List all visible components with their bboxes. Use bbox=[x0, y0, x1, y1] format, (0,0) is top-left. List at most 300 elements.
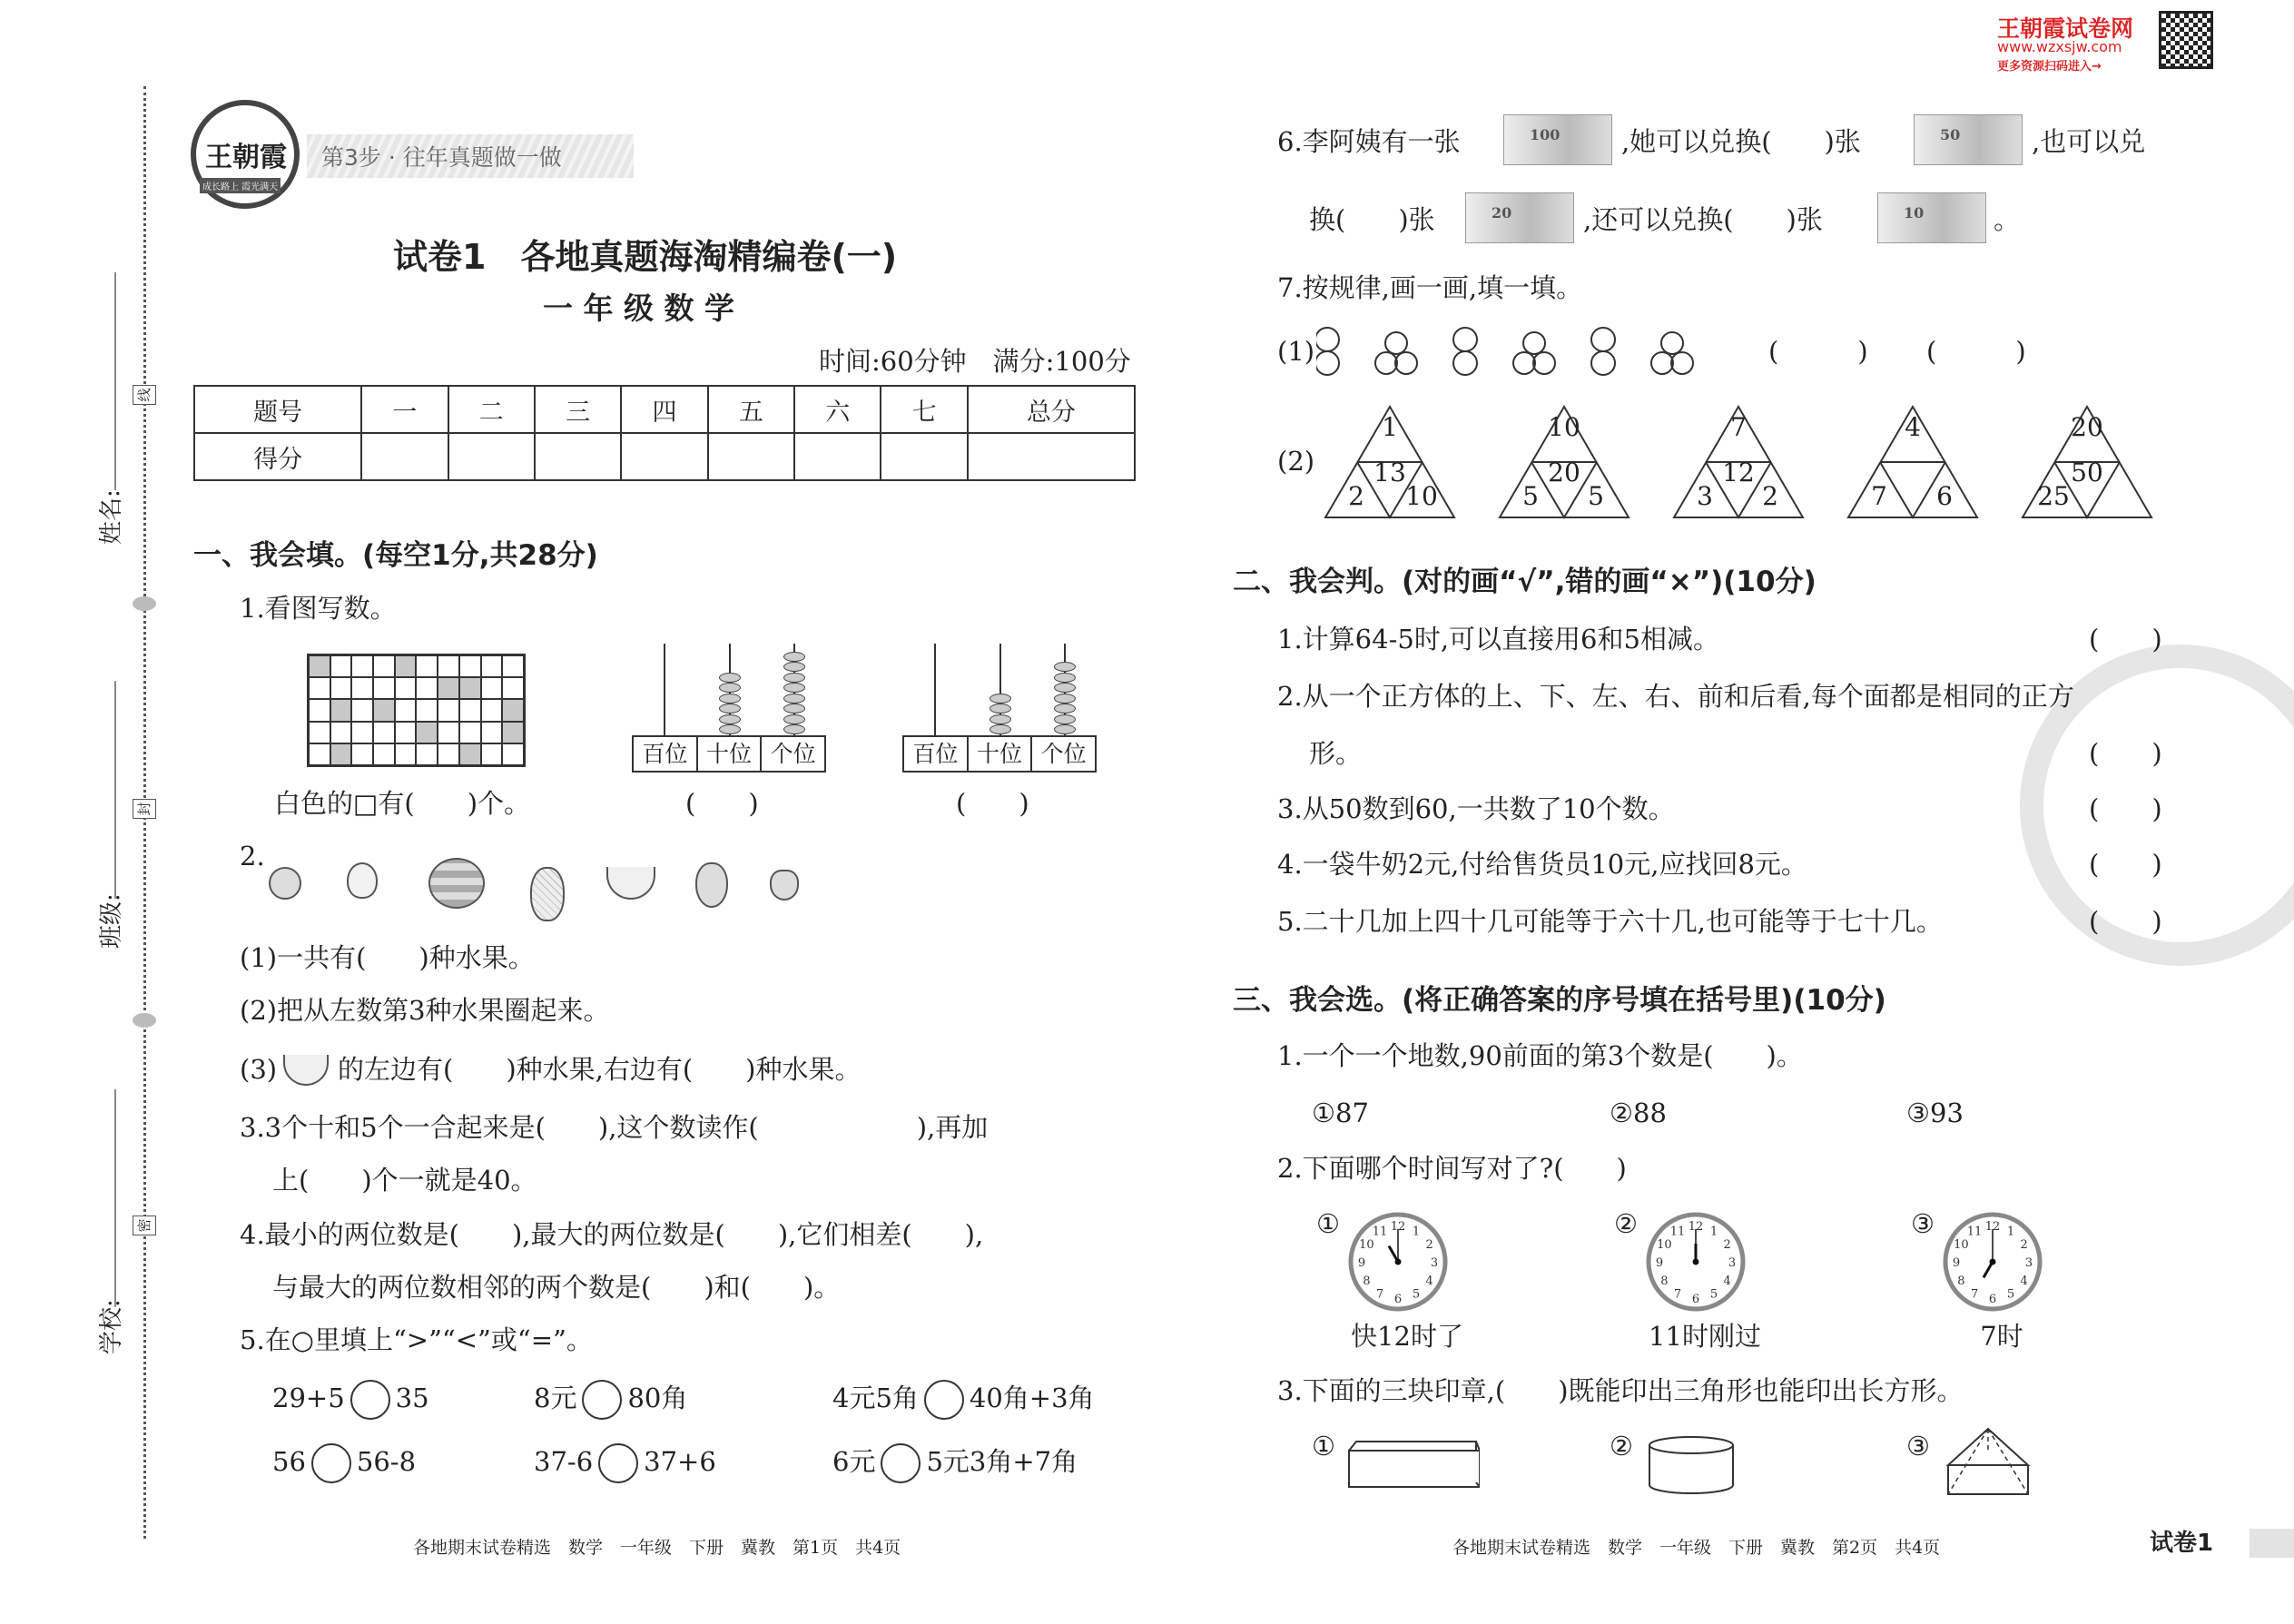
score-header-cell: 四 bbox=[621, 386, 707, 433]
triangle-number: 10 bbox=[1405, 481, 1438, 511]
q2-sub3-prefix: (3) bbox=[240, 1054, 278, 1085]
score-cell[interactable] bbox=[794, 433, 881, 480]
q1-text: 1.看图写数。 bbox=[240, 593, 397, 624]
section1-heading: 一、我会填。(每空1分,共28分) bbox=[193, 539, 598, 572]
q7-text: 7.按规律,画一画,填一填。 bbox=[1277, 272, 1583, 303]
place-label: 十位 bbox=[969, 737, 1033, 771]
footer-left: 各地期末试卷精选 数学 一年级 下册 冀教 第1页 共4页 bbox=[413, 1538, 901, 1558]
score-cell[interactable] bbox=[968, 433, 1135, 480]
peach-icon bbox=[347, 862, 378, 899]
score-header-cell: 总分 bbox=[968, 386, 1135, 433]
grid-cell bbox=[459, 699, 481, 721]
compare-right: 37+6 bbox=[644, 1446, 716, 1477]
stamp-marker-1: ① bbox=[1312, 1431, 1335, 1462]
number-triangle bbox=[1846, 405, 1979, 519]
qr-code[interactable] bbox=[2159, 11, 2213, 69]
paper-tab: 试卷1 bbox=[2113, 1529, 2294, 1558]
pattern-circle bbox=[1591, 351, 1615, 375]
grid-cell bbox=[351, 699, 373, 721]
clock-icon bbox=[1943, 1207, 2044, 1316]
class-line bbox=[114, 681, 116, 899]
grid-cell bbox=[395, 699, 417, 721]
page-title: 试卷1 各地真题海淘精编卷(一) bbox=[393, 237, 898, 277]
site-logo: 王朝霞试卷网 bbox=[1997, 15, 2134, 42]
clock-numeral: 10 bbox=[1657, 1238, 1672, 1252]
grid-cell bbox=[438, 655, 459, 677]
compare-left: 29+5 bbox=[272, 1383, 345, 1413]
clock-numeral: 1 bbox=[1709, 1225, 1718, 1239]
place-label: 百位 bbox=[904, 737, 969, 771]
abacus-bead bbox=[783, 704, 805, 714]
grid-cell bbox=[416, 655, 438, 677]
grid-cell-shaded bbox=[373, 699, 395, 721]
score-cell[interactable] bbox=[881, 433, 967, 480]
compare-circle[interactable] bbox=[350, 1380, 390, 1420]
grid-cell bbox=[459, 655, 481, 677]
score-row bbox=[194, 433, 1135, 480]
name-label: 姓名: bbox=[98, 489, 125, 545]
q4-line1: 4.最小的两位数是( ),最大的两位数是( ),它们相差( ), bbox=[240, 1219, 984, 1250]
grid-cell bbox=[502, 655, 524, 677]
compare-left: 4元5角 bbox=[832, 1383, 919, 1413]
compare-item bbox=[534, 1380, 687, 1420]
compare-circle[interactable] bbox=[598, 1443, 638, 1483]
abacus-2 bbox=[902, 644, 1097, 773]
clock-numeral: 2 bbox=[1425, 1238, 1433, 1252]
judge-answer-blank[interactable]: ( ) bbox=[2089, 738, 2162, 769]
clock-numeral: 5 bbox=[2006, 1287, 2015, 1302]
strawberry-icon bbox=[770, 870, 799, 901]
grid-cell bbox=[395, 743, 417, 765]
compare-right: 5元3角+7角 bbox=[926, 1446, 1078, 1477]
seal-char: 线 bbox=[133, 385, 156, 405]
grid-cell bbox=[481, 722, 503, 743]
compare-right: 40角+3角 bbox=[969, 1383, 1095, 1413]
pattern-circle bbox=[1591, 328, 1615, 351]
abacus-bead bbox=[719, 724, 741, 734]
clock-numeral: 4 bbox=[1425, 1275, 1433, 1288]
triangle-number: 20 bbox=[2071, 412, 2103, 442]
clock-numeral: 12 bbox=[1688, 1220, 1704, 1234]
clock-numeral: 8 bbox=[1957, 1275, 1965, 1288]
school-label: 学校: bbox=[98, 1299, 125, 1354]
s3-q2-text: 2.下面哪个时间写对了?( ) bbox=[1277, 1153, 1627, 1184]
triangle-number: 5 bbox=[1522, 481, 1539, 511]
triangle-number: 7 bbox=[1871, 481, 1887, 511]
clock-numeral: 7 bbox=[1970, 1287, 1979, 1302]
clock-numeral: 11 bbox=[1669, 1225, 1686, 1239]
clock-numeral: 7 bbox=[1375, 1287, 1384, 1302]
judge-answer-blank[interactable]: ( ) bbox=[2089, 906, 2162, 937]
pattern-circle bbox=[1316, 328, 1339, 351]
abacus-rod bbox=[664, 644, 665, 735]
grid-cell-shaded bbox=[330, 699, 352, 721]
pattern-circle bbox=[1395, 352, 1417, 374]
clock-numeral: 11 bbox=[1372, 1225, 1388, 1239]
s3-q3-text: 3.下面的三块印章,( )既能印出三角形也能印出长方形。 bbox=[1277, 1375, 1964, 1406]
banana-icon bbox=[606, 867, 655, 900]
clock-numeral: 6 bbox=[1393, 1293, 1403, 1306]
grid-cell bbox=[351, 743, 373, 765]
grid-cell-shaded bbox=[502, 699, 524, 721]
triangle-number: 6 bbox=[1936, 481, 1953, 511]
pattern-circle bbox=[1533, 352, 1555, 374]
clock-icon bbox=[1646, 1207, 1748, 1316]
compare-circle[interactable] bbox=[924, 1380, 964, 1420]
clock-label: 7时 bbox=[1980, 1321, 2023, 1352]
q5-text: 5.在○里填上“>”“<”或“=”。 bbox=[240, 1324, 593, 1355]
q1-abacus2-answer[interactable]: ( ) bbox=[956, 788, 1029, 819]
number-triangle bbox=[1672, 405, 1805, 519]
compare-item bbox=[272, 1380, 429, 1420]
compare-circle[interactable] bbox=[881, 1443, 921, 1483]
abacus-bead bbox=[1054, 673, 1076, 683]
q3-line1: 3.3个十和5个一合起来是( ),这个数读作( ),再加 bbox=[240, 1112, 989, 1143]
place-value-labels bbox=[902, 735, 1097, 773]
abacus-bead bbox=[783, 673, 805, 683]
abacus-bead bbox=[719, 694, 741, 704]
clock-numeral: 3 bbox=[1728, 1256, 1737, 1270]
seal-char: 密 bbox=[133, 1216, 156, 1235]
grid-cell-shaded bbox=[416, 722, 438, 743]
triangle-number[interactable]: 12 bbox=[1722, 458, 1755, 487]
grid-cell bbox=[481, 699, 503, 721]
grid-cell bbox=[438, 699, 459, 721]
score-cell[interactable] bbox=[361, 433, 448, 480]
score-header-row bbox=[194, 386, 1135, 433]
abacus-bead bbox=[719, 704, 741, 714]
grid-cell bbox=[373, 722, 395, 743]
brand-logo bbox=[191, 100, 300, 209]
compare-item bbox=[832, 1443, 1078, 1483]
clock-numeral: 2 bbox=[2020, 1238, 2028, 1252]
clock-numeral: 12 bbox=[1984, 1220, 2001, 1234]
clock-numeral: 9 bbox=[1357, 1256, 1366, 1270]
number-triangle bbox=[1498, 405, 1630, 519]
option-1[interactable]: ①87 bbox=[1312, 1097, 1369, 1128]
judge-item: 3.从50数到60,一共数了10个数。 bbox=[1277, 793, 1675, 824]
q6-part5: ,还可以兑换( )张 bbox=[1583, 204, 1823, 235]
apple-icon bbox=[269, 867, 301, 900]
class-label: 班级: bbox=[98, 893, 125, 949]
compare-left: 37-6 bbox=[534, 1446, 594, 1477]
watermelon-icon bbox=[428, 858, 485, 909]
clock-numeral: 8 bbox=[1363, 1275, 1371, 1288]
q7-sub2: (2) bbox=[1277, 446, 1315, 477]
site-url[interactable]: www.wzxsjw.com bbox=[1997, 38, 2122, 55]
score-header-cell: 二 bbox=[448, 386, 535, 433]
score-table bbox=[193, 385, 1136, 481]
score-cell[interactable] bbox=[535, 433, 621, 480]
pattern-circle bbox=[1651, 352, 1673, 374]
score-header-cell: 五 bbox=[708, 386, 794, 433]
school-line bbox=[114, 1089, 116, 1307]
score-row-label: 得分 bbox=[194, 433, 361, 480]
grid-cell bbox=[373, 655, 395, 677]
q7-blank-2[interactable]: ( ) bbox=[1926, 336, 2026, 367]
grid-cell bbox=[330, 677, 352, 699]
judge-item: 2.从一个正方体的上、下、左、右、前和后看,每个面都是相同的正方 bbox=[1277, 681, 2074, 712]
triangle-number[interactable]: 13 bbox=[1373, 458, 1406, 487]
grid-cell-shaded bbox=[395, 655, 417, 677]
pattern-circle bbox=[1385, 332, 1407, 354]
site-tip: 更多资源扫码进入→ bbox=[1997, 60, 2102, 74]
q2-sub3-text: 的左边有( )种水果,右边有( )种水果。 bbox=[338, 1054, 861, 1085]
q7-blank-1[interactable]: ( ) bbox=[1768, 336, 1868, 367]
pattern-circle bbox=[1661, 332, 1683, 354]
triangle-number: 7 bbox=[1730, 412, 1747, 442]
number-triangle bbox=[2021, 405, 2153, 519]
score-header-cell: 七 bbox=[881, 386, 967, 433]
grid-cell bbox=[395, 722, 417, 743]
square-grid bbox=[307, 654, 526, 767]
q7-sub1: (1) bbox=[1277, 336, 1315, 367]
clock-option[interactable] bbox=[1614, 1207, 1796, 1362]
grid-cell bbox=[416, 699, 438, 721]
grid-cell bbox=[330, 722, 352, 743]
grid-cell bbox=[395, 677, 417, 699]
grid-cell-shaded bbox=[459, 743, 481, 765]
compare-left: 56 bbox=[272, 1446, 306, 1477]
compare-item bbox=[534, 1443, 716, 1483]
banana-icon bbox=[283, 1055, 329, 1086]
name-line bbox=[114, 272, 116, 490]
abacus-bead bbox=[989, 714, 1011, 724]
abacus-bead bbox=[989, 694, 1011, 704]
abacus-bead bbox=[719, 714, 741, 724]
cuboid-stamp-icon bbox=[1344, 1432, 1480, 1496]
grid-cell bbox=[351, 655, 373, 677]
subtitle: 一 年 级 数 学 bbox=[543, 290, 734, 326]
abacus-bead bbox=[783, 652, 805, 662]
compare-right: 56-8 bbox=[356, 1446, 417, 1477]
q6-part4: 换( )张 bbox=[1309, 204, 1435, 235]
stamp-marker-3: ③ bbox=[1906, 1431, 1930, 1462]
banknote-10: 10 bbox=[1877, 192, 1986, 243]
s3-q1-text: 1.一个一个地数,90前面的第3个数是( )。 bbox=[1277, 1040, 1803, 1071]
triangle-number: 3 bbox=[1697, 481, 1713, 511]
swirl-icon bbox=[133, 1013, 156, 1028]
abacus-bead bbox=[1054, 662, 1076, 672]
grid-cell-shaded bbox=[309, 655, 330, 677]
pattern-circle bbox=[1453, 328, 1477, 351]
clock-numeral: 10 bbox=[1954, 1238, 1969, 1252]
grid-cell bbox=[373, 743, 395, 765]
grid-cell bbox=[351, 677, 373, 699]
swirl-icon bbox=[133, 596, 156, 611]
place-label: 个位 bbox=[770, 741, 816, 767]
grid-cell bbox=[502, 677, 524, 699]
compare-item bbox=[272, 1443, 416, 1483]
grid-cell-shaded bbox=[438, 677, 459, 699]
judge-answer-blank[interactable]: ( ) bbox=[2089, 793, 2162, 824]
abacus-bead bbox=[783, 662, 805, 672]
logo-text: 王朝霞 bbox=[205, 142, 287, 173]
grid-cell bbox=[373, 677, 395, 699]
pattern-circle bbox=[1453, 351, 1477, 375]
clock-icon bbox=[1348, 1207, 1450, 1316]
cylinder-stamp-icon bbox=[1641, 1434, 1741, 1498]
q6-part2: ,她可以兑换( )张 bbox=[1621, 126, 1861, 157]
score-header-cell: 六 bbox=[794, 386, 881, 433]
abacus-bead bbox=[1054, 714, 1076, 724]
grid-cell bbox=[309, 743, 330, 765]
clock-numeral: 1 bbox=[1412, 1225, 1421, 1239]
grid-cell-shaded bbox=[330, 743, 352, 765]
score-header-cell: 三 bbox=[535, 386, 621, 433]
abacus-bead bbox=[1054, 724, 1076, 734]
clock-numeral: 7 bbox=[1673, 1287, 1682, 1302]
logo-slogan: 成长路上 霞光满天 bbox=[200, 178, 281, 193]
grid-cell bbox=[309, 677, 330, 699]
clock-numeral: 8 bbox=[1660, 1275, 1669, 1288]
grid-cell bbox=[438, 722, 459, 743]
number-triangle bbox=[1324, 405, 1456, 519]
abacus-bead bbox=[1054, 704, 1076, 714]
exam-meta: 时间:60分钟 满分:100分 bbox=[819, 346, 1131, 377]
option-2[interactable]: ②88 bbox=[1610, 1097, 1667, 1128]
grid-cell bbox=[459, 722, 481, 743]
grid-cell-shaded bbox=[502, 722, 524, 743]
clock-marker: ① bbox=[1316, 1208, 1340, 1239]
score-cell[interactable] bbox=[708, 433, 794, 480]
compare-item bbox=[832, 1380, 1095, 1420]
q4-line2: 与最大的两位数相邻的两个数是( )和( )。 bbox=[272, 1272, 841, 1303]
grid-cell bbox=[330, 655, 352, 677]
section3-heading: 三、我会选。(将正确答案的序号填在括号里)(10分) bbox=[1233, 984, 1886, 1017]
clock-numeral: 5 bbox=[1709, 1287, 1718, 1302]
abacus-bead bbox=[989, 704, 1011, 714]
grid-cell bbox=[309, 699, 330, 721]
clock-numeral: 9 bbox=[1952, 1256, 1961, 1270]
clock-numeral: 4 bbox=[1723, 1275, 1731, 1288]
pattern-circle bbox=[1513, 352, 1535, 374]
judge-answer-blank[interactable]: ( ) bbox=[2089, 849, 2162, 880]
triangle-number[interactable]: 20 bbox=[1548, 458, 1580, 487]
grid-cell bbox=[481, 655, 503, 677]
triangle-number: 5 bbox=[1588, 481, 1604, 511]
abacus-bead bbox=[783, 714, 805, 724]
grid-cell bbox=[351, 722, 373, 743]
clock-numeral: 6 bbox=[1691, 1293, 1700, 1306]
score-header-cell: 一 bbox=[361, 386, 448, 433]
clock-marker: ② bbox=[1614, 1208, 1638, 1239]
clock-numeral: 11 bbox=[1966, 1225, 1983, 1239]
triangle-number: 10 bbox=[1548, 412, 1580, 442]
compare-right: 35 bbox=[395, 1383, 429, 1413]
place-label: 十位 bbox=[698, 737, 763, 771]
section2-heading: 二、我会判。(对的画“√”,错的画“×”)(10分) bbox=[1233, 566, 1816, 598]
clock-option[interactable] bbox=[1316, 1207, 1498, 1362]
abacus-bead bbox=[783, 683, 805, 693]
q3-line2: 上( )个一就是40。 bbox=[272, 1165, 537, 1196]
clock-marker: ③ bbox=[1911, 1208, 1935, 1239]
judge-answer-blank[interactable]: ( ) bbox=[2089, 624, 2162, 655]
triangle-number: 2 bbox=[1762, 481, 1778, 511]
judge-item: 1.计算64-5时,可以直接用6和5相减。 bbox=[1277, 624, 1719, 655]
option-3[interactable]: ③93 bbox=[1906, 1097, 1964, 1128]
grid-cell bbox=[481, 677, 503, 699]
clock-numeral: 2 bbox=[1723, 1238, 1731, 1252]
abacus-bead bbox=[719, 673, 741, 683]
compare-right: 80角 bbox=[627, 1383, 688, 1413]
score-cell[interactable] bbox=[448, 433, 535, 480]
judge-item: 形。 bbox=[1309, 738, 1363, 769]
clock-numeral: 1 bbox=[2006, 1225, 2015, 1239]
abacus-bead bbox=[719, 683, 741, 693]
banknote-20: 20 bbox=[1465, 192, 1574, 243]
abacus-bead bbox=[783, 694, 805, 704]
clock-numeral: 3 bbox=[2024, 1256, 2033, 1270]
seal-char: 封 bbox=[133, 799, 156, 819]
abacus-bead bbox=[783, 724, 805, 734]
clock-numeral: 10 bbox=[1359, 1238, 1374, 1252]
judge-item: 4.一袋牛奶2元,付给售货员10元,应找回8元。 bbox=[1277, 849, 1807, 880]
place-label: 个位 bbox=[1040, 741, 1087, 767]
step-banner: 第3步 · 往年真题做一做 bbox=[307, 134, 634, 178]
clock-numeral: 3 bbox=[1430, 1256, 1439, 1270]
score-cell[interactable] bbox=[621, 433, 707, 480]
grid-cell bbox=[438, 743, 459, 765]
compare-circle[interactable] bbox=[582, 1380, 622, 1420]
pear-icon bbox=[695, 862, 728, 908]
pattern-circle bbox=[1671, 352, 1693, 374]
clock-numeral: 12 bbox=[1390, 1220, 1406, 1234]
clock-numeral: 5 bbox=[1412, 1287, 1421, 1302]
q6-part6: 。 bbox=[1994, 204, 2021, 235]
triangle-number: 25 bbox=[2037, 481, 2070, 511]
clock-numeral: 4 bbox=[2020, 1275, 2028, 1288]
circle-pattern bbox=[1316, 325, 1716, 389]
pattern-circle bbox=[1523, 332, 1545, 354]
q1-abacus1-answer[interactable]: ( ) bbox=[685, 788, 759, 819]
q6-part1: 6.李阿姨有一张 bbox=[1277, 126, 1461, 157]
place-label: 百位 bbox=[634, 737, 698, 771]
clock-label: 11时刚过 bbox=[1649, 1321, 1761, 1352]
q6-part3: ,也可以兑 bbox=[2032, 126, 2146, 157]
judge-item: 5.二十几加上四十几可能等于六十几,也可能等于七十几。 bbox=[1277, 906, 1943, 937]
triangle-number: 1 bbox=[1382, 412, 1398, 442]
abacus-bead bbox=[1054, 694, 1076, 704]
compare-circle[interactable] bbox=[311, 1443, 351, 1483]
clock-label: 快12时了 bbox=[1351, 1321, 1463, 1352]
compare-left: 6元 bbox=[832, 1446, 876, 1477]
clock-numeral: 9 bbox=[1655, 1256, 1664, 1270]
q1-white-answer[interactable]: 白色的□有( )个。 bbox=[274, 788, 531, 819]
clock-numeral: 6 bbox=[1988, 1293, 1997, 1306]
q2-sub2: (2)把从左数第3种水果圈起来。 bbox=[240, 995, 610, 1026]
place-value-labels bbox=[632, 735, 826, 773]
pineapple-icon bbox=[530, 867, 565, 921]
triangle-number[interactable]: 50 bbox=[2071, 458, 2103, 487]
grid-cell bbox=[416, 743, 438, 765]
triangle-number: 2 bbox=[1348, 481, 1364, 511]
footer-right: 各地期末试卷精选 数学 一年级 下册 冀教 第2页 共4页 bbox=[1452, 1538, 1941, 1558]
grid-cell bbox=[309, 722, 330, 743]
clock-option[interactable] bbox=[1911, 1207, 2092, 1362]
triangle-number: 4 bbox=[1905, 412, 1921, 442]
score-header-cell: 题号 bbox=[194, 386, 361, 433]
abacus-rod bbox=[934, 644, 936, 735]
abacus-bead bbox=[1054, 683, 1076, 693]
banknote-50: 50 bbox=[1914, 114, 2023, 165]
pyramid-stamp-icon bbox=[1943, 1425, 2033, 1498]
grid-cell-shaded bbox=[459, 677, 481, 699]
q2-sub1: (1)一共有( )种水果。 bbox=[240, 942, 535, 973]
abacus-1 bbox=[632, 644, 826, 773]
abacus-bead bbox=[989, 724, 1011, 734]
stamp-marker-2: ② bbox=[1610, 1431, 1633, 1462]
